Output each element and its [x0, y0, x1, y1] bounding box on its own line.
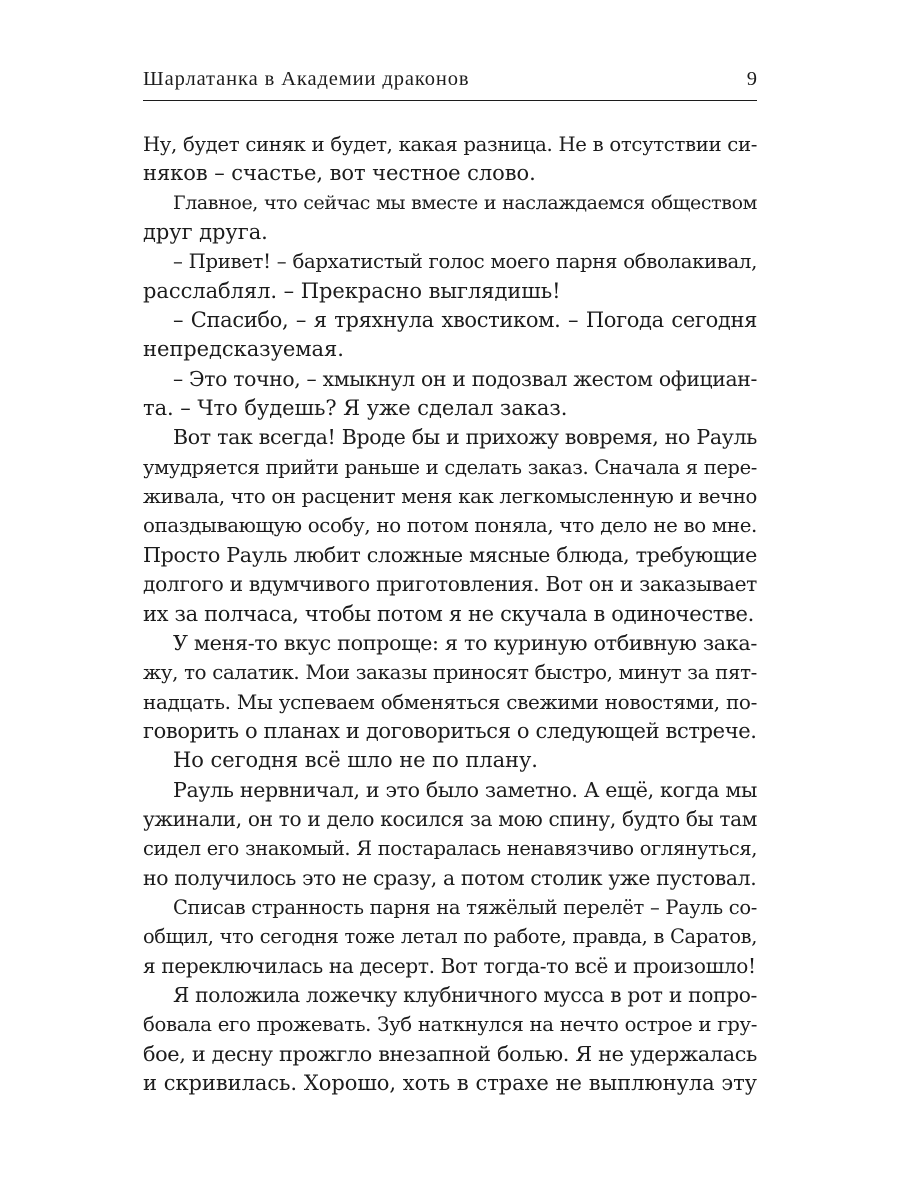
text-line: Но сегодня всё шло не по плану. [173, 748, 538, 773]
text-line: их за полчаса, чтобы потом я не скучала в одиночестве. [143, 601, 754, 626]
running-title: Шарлатанка в Академии драконов [143, 68, 470, 90]
text-line: опаздывающую особу, но потом поняла, что дело не во мне. [143, 514, 757, 538]
text-line: Ну, будет синяк и будет, какая разница. Не в отсутствии си- [143, 133, 757, 156]
text-line: Списав странность парня на тяжёлый перелёт – Рауль со- [173, 895, 757, 919]
body-text [143, 130, 757, 1098]
text-line: живала, что он расценит меня как легкомысленную и вечно [143, 485, 757, 509]
text-line: общил, что сегодня тоже летал по работе, правда, в Саратов, [143, 925, 757, 949]
text-line: бовала его прожевать. Зуб наткнулся на нечто острое и гру- [143, 1013, 757, 1037]
text-line: Рауль нервничал, и это было заметно. А ещё, когда мы [173, 777, 757, 802]
text-line: Главное, что сейчас мы вместе и наслаждаемся обществом [173, 191, 757, 214]
text-line: говорить о планах и договориться о следующей встрече. [143, 718, 757, 743]
text-line: надцать. Мы успеваем обменяться свежими новостями, по- [143, 689, 757, 714]
text-line: друг друга. [143, 220, 268, 245]
page-number: 9 [746, 68, 757, 90]
text-line: – Привет! – бархатистый голос моего парня обволакивал, [173, 250, 757, 274]
text-line: сидел его знакомый. Я постаралась ненавязчиво оглянуться, [143, 837, 757, 861]
text-line: бое, и десну прожгло внезапной болью. Я не удержалась [143, 1041, 757, 1066]
text-line: расслаблял. – Прекрасно выглядишь! [143, 278, 561, 303]
text-line: – Это точно, – хмыкнул он и подозвал жестом официан- [173, 366, 757, 391]
text-line: У меня-то вкус попроще: я то куриную отбивную зака- [173, 630, 757, 655]
page-header [143, 60, 757, 101]
text-line: Просто Рауль любит сложные мясные блюда, требующие [143, 542, 757, 567]
text-line: я переключилась на десерт. Вот тогда-то всё и произошло! [143, 953, 756, 978]
text-line: умудряется прийти раньше и сделать заказ. Сначала я пере- [143, 455, 757, 479]
text-line: та. – Что будешь? Я уже сделал заказ. [143, 396, 568, 421]
text-line: но получилось это не сразу, а потом столик уже пустовал. [143, 865, 757, 890]
text-line: долгого и вдумчивого приготовления. Вот он и заказывает [143, 572, 757, 597]
text-line: няков – счастье, вот честное слово. [143, 161, 536, 186]
text-line: – Спасибо, – я тряхнула хвостиком. – Погода сегодня [173, 308, 757, 333]
text-line: и скривилась. Хорошо, хоть в страхе не выплюнула эту [143, 1071, 757, 1095]
text-line: Я положила ложечку клубничного мусса в рот и попро- [173, 982, 757, 1007]
text-line: Вот так всегда! Вроде бы и прихожу вовремя, но Рауль [173, 425, 757, 450]
text-line: жу, то салатик. Мои заказы приносят быстро, минут за пят- [143, 661, 757, 685]
text-line: непредсказуемая. [143, 337, 344, 362]
text-line: ужинали, он то и дело косился за мою спину, будто бы там [143, 806, 757, 831]
